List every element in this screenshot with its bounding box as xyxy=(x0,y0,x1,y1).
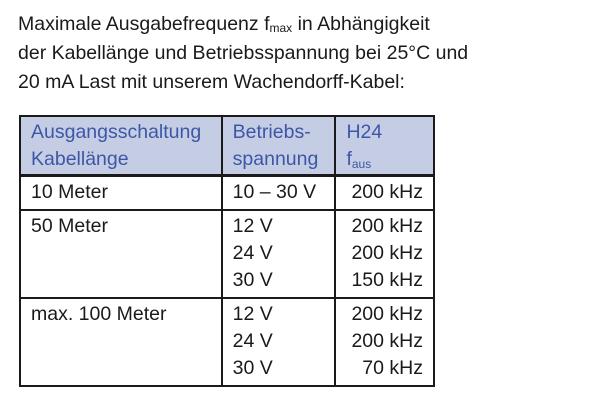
voltage-cell: 24 V xyxy=(222,240,336,267)
intro-line-3: 20 mA Last mit unserem Wachendorff-Kabel: xyxy=(18,71,405,93)
frequency-cell: 200 kHz xyxy=(335,298,434,328)
frequency-cell: 70 kHz xyxy=(335,355,434,386)
table-row xyxy=(20,328,434,355)
cable-length-cell: 50 Meter xyxy=(20,210,222,240)
table-row xyxy=(20,240,434,267)
intro-line-1: Maximale Ausgabefrequenz $f_{max}$ in Abhängigkeit xyxy=(18,13,430,35)
table-row xyxy=(20,267,434,298)
header-output-circuit: Ausgangsschaltung xyxy=(20,116,222,146)
cable-length-cell: max. 100 Meter xyxy=(20,298,222,328)
header-cable-length: Kabellänge xyxy=(20,146,222,176)
frequency-cell: 200 kHz xyxy=(335,176,434,211)
frequency-cell: 200 kHz xyxy=(335,210,434,240)
cable-length-cell: 10 Meter xyxy=(20,176,222,211)
voltage-cell: 12 V xyxy=(222,210,336,240)
voltage-cell: 24 V xyxy=(222,328,336,355)
frequency-cell: 200 kHz xyxy=(335,240,434,267)
cable-length-cell xyxy=(20,355,222,386)
header-faus: $f_{aus}$ xyxy=(335,146,434,176)
voltage-cell: 12 V xyxy=(222,298,336,328)
table-row xyxy=(20,298,434,328)
faus-subscript: aus xyxy=(351,157,372,171)
voltage-cell: 30 V xyxy=(222,355,336,386)
fmax-subscript: max xyxy=(269,21,293,35)
table-row xyxy=(20,210,434,240)
table-row xyxy=(20,176,434,211)
header-voltage: spannung xyxy=(222,146,336,176)
voltage-cell: 30 V xyxy=(222,267,336,298)
voltage-cell: 10 – 30 V xyxy=(222,176,336,211)
table-row xyxy=(20,355,434,386)
frequency-table xyxy=(19,115,435,387)
frequency-cell: 150 kHz xyxy=(335,267,434,298)
cable-length-cell xyxy=(20,328,222,355)
frequency-cell: 200 kHz xyxy=(335,328,434,355)
table-body xyxy=(20,176,434,387)
header-h24: H24 xyxy=(335,116,434,146)
intro-text xyxy=(18,10,588,97)
intro-line-2: der Kabellänge und Betriebsspannung bei 25°C und xyxy=(18,42,469,64)
cable-length-cell xyxy=(20,267,222,298)
cable-length-cell xyxy=(20,240,222,267)
header-operating: Betriebs- xyxy=(222,116,336,146)
table-header xyxy=(20,116,434,176)
